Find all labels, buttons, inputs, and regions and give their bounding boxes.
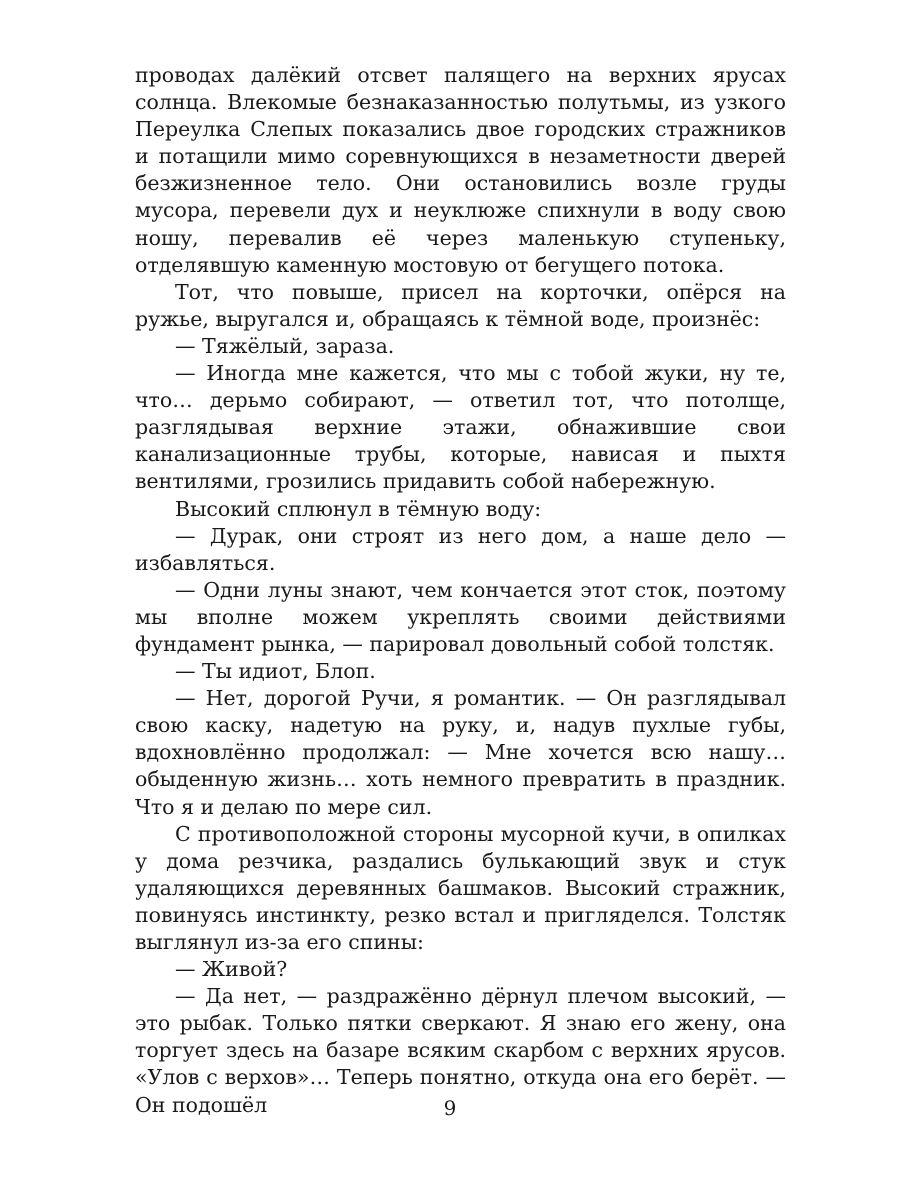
dialogue-line: — Дурак, они строят из него дом, а наше дело — избавляться. — [135, 523, 786, 575]
paragraph: С противоположной стороны мусорной кучи, в опилках у дома резчика, раздались булькающий звук и стук удаляющихся деревянных башмаков. Высокий стражник, повинуясь инстинкту, резко встал и пригляделся. Толстяк выглянул из-за его спины: — [135, 821, 786, 954]
dialogue-line: — Ты идиот, Блоп. — [175, 659, 376, 684]
dialogue-line: — Живой? — [175, 957, 288, 982]
dialogue-line: — Иногда мне кажется, что мы с тобой жуки, ну те, что… дерьмо собирают, — ответил тот, что потолще, разглядывая верхние этажи, обнажившие свои канализационные трубы, которые, нависая и пыхтя вентилями, грозились придавить собой набережную. — [135, 361, 786, 494]
dialogue-line: — Тяжёлый, зараза. — [175, 333, 395, 358]
paragraph: Высокий сплюнул в тёмную воду: — [175, 496, 542, 521]
page-number: 9 — [443, 1096, 457, 1120]
paragraph: проводах далёкий отсвет палящего на верхних ярусах солнца. Влекомые безнаказанностью полутьмы, из узкого Переулка Слепых показались двое городских стражников и потащили мимо соревнующихся в незаметности дверей безжизненное тело. Они остановились возле груды мусора, перевели дух и неуклюже спихнули в воду свою ношу, перевалив её через маленькую ступеньку, отделявшую каменную мостовую от бегущего потока. — [135, 63, 786, 277]
body-text — [135, 62, 786, 1119]
dialogue-line: — Нет, дорогой Ручи, я романтик. — Он разглядывал свою каску, надетую на руку, и, надув пухлые губы, вдохновлённо продолжал: — Мне хочется всю нашу… обыденную жизнь… хоть немного превратить в праздник. Что я и делаю по мере сил. — [135, 686, 786, 819]
paragraph: Тот, что повыше, присел на корточки, опёрся на ружье, выругался и, обращаясь к тёмной воде, произнёс: — [135, 279, 786, 331]
dialogue-line: — Да нет, — раздражённо дёрнул плечом высокий, — это рыбак. Только пятки сверкают. Я знаю его жену, она торгует здесь на базаре всяким скарбом с верхних ярусов. «Улов с верхов»… Теперь понятно, откуда она его берёт. — Он подошёл — [135, 984, 786, 1117]
dialogue-line: — Одни луны знают, чем кончается этот сток, поэтому мы вполне можем укреплять своими действиями фундамент рынка, — парировал довольный собой толстяк. — [135, 577, 786, 656]
